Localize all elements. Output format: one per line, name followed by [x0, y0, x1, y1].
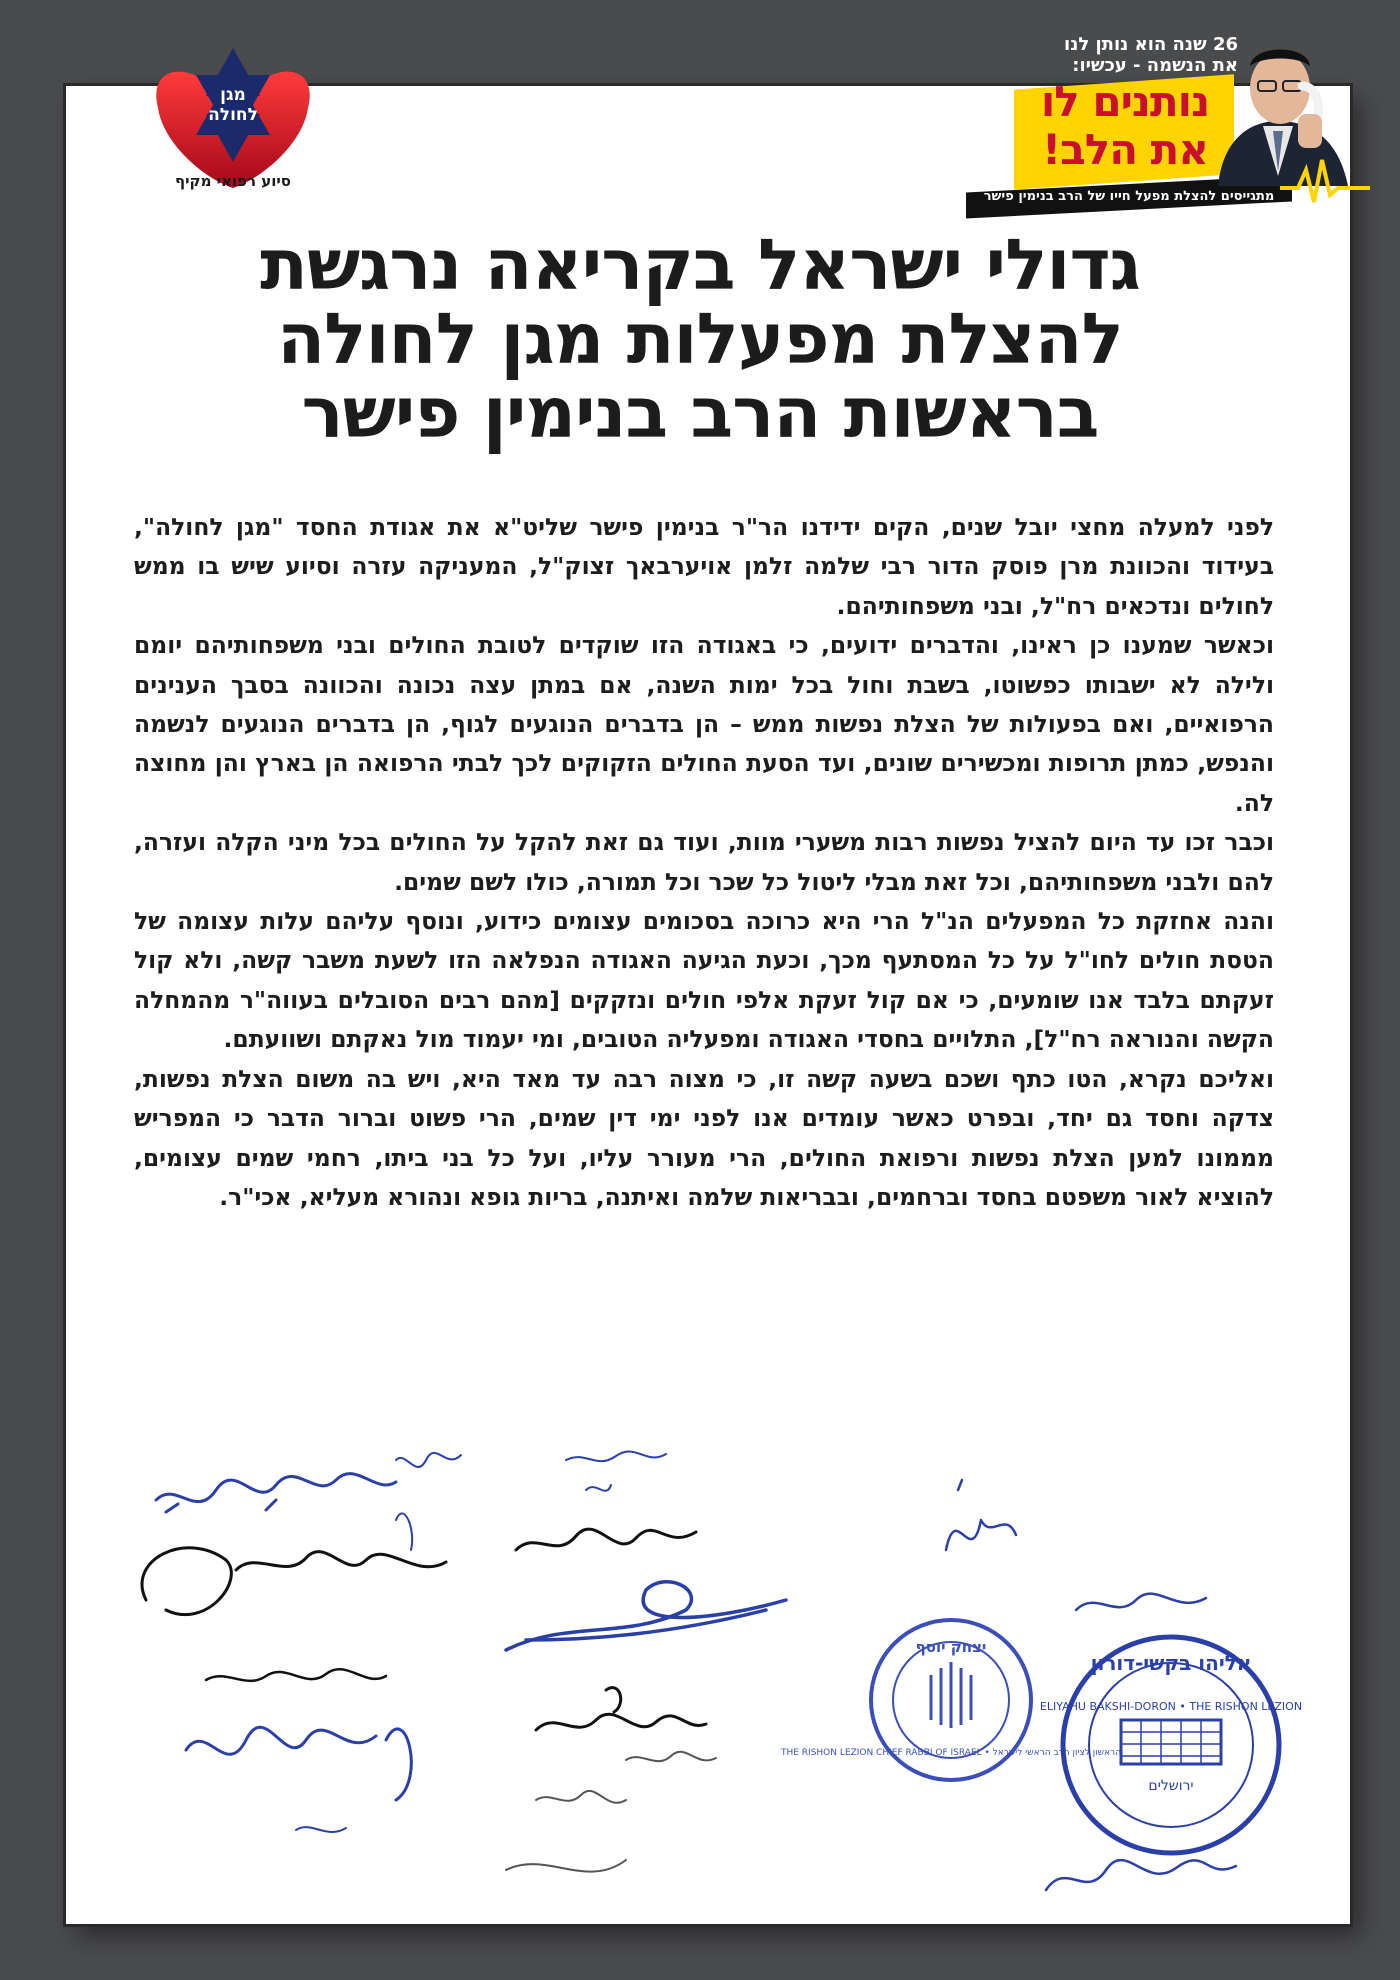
- campaign-subline-1: 26 שנה הוא נותן לנו: [1064, 34, 1238, 55]
- paragraph-4: והנה אחזקת כל המפעלים הנ"ל הרי היא כרוכה בסכומים עצומים כידוע, ונוסף עליהם עלות עצומה של הטסת חולים לחו"ל על כל המסתעף מכך, וכעת הגיעה האגודה הנפלאה הזו לשעת משבר קשה, ולא קול זעקתם בלבד אנו שומעים, כי אם קול זעקת אלפי חולים ונזקקים [מהם רבים הסובלים בעווה"ר מהמחלה הקשה והנוראה רח"ל], התלויים בחסדי האגודה ומפעליה הטובים, ומי יעמוד מול נאקתם ושוועתם.: [134, 907, 1274, 1054]
- paragraph-2: וכאשר שמענו כן ראינו, והדברים ידועים, כי באגודה הזו שוקדים לטובת החולים ובני משפחותיהם יומם ולילה לא ישבותו כפשוטו, בשבת וחול בכל ימות השנה, אם במתן עצה נכונה והכוונה בסבך הענינים הרפואיים, ואם בפעולות של הצלת נפשות ממש – הן בדברים הנוגעים לגוף, הן בדברים הנוגעים לנשמה והנפש, כמתן תרופות ומכשירים שונים, ועד הסעת החולים הזקוקים לכך לבתי הרפואה הן בארץ והן מחוצה לה.: [134, 631, 1274, 817]
- campaign-headline-2: את הלב!: [1042, 125, 1208, 174]
- signature-1: [156, 1474, 396, 1512]
- bakshi-doron-stamp: [1040, 1637, 1302, 1853]
- letter-body: [134, 508, 1274, 1217]
- logo-tagline: סיוע רפואי מקיף: [174, 172, 291, 190]
- signature-7: [566, 1451, 666, 1490]
- main-headline: [120, 224, 1280, 454]
- stamp-left-name: יצחק יוסף: [915, 1638, 987, 1656]
- stamp-left-ring: THE RISHON LEZION CHIEF RABBI OF ISRAEL • הראשון לציון הרב הראשי לישראל: [780, 1748, 1122, 1758]
- logo-title-1: מגן: [220, 85, 246, 105]
- heartbeat-line-icon: [1280, 150, 1370, 210]
- paragraph-3: וכבר זכו עד היום להציל נפשות רבות משערי מוות, ועוד גם זאת להקל על החולים בכל מיני הקלה ועזרה, להם ולבני משפחותיהם, וכל זאת מבלי ליטול כל שכר וכל תמורה, כולו לשם שמים.: [134, 828, 1274, 896]
- signature-14: [1046, 1860, 1236, 1890]
- signature-4: [186, 1727, 411, 1800]
- signature-8: [516, 1529, 696, 1550]
- headline-line-3: בראשות הרב בנימין פישר: [301, 372, 1099, 454]
- campaign-ribbon-text: מתגייסים להצלת מפעל חייו של הרב בנימין פישר: [983, 189, 1275, 204]
- signature-11: [506, 1752, 716, 1872]
- paragraph-1: לפני למעלה מחצי יובל שנים, הקים ידידנו הר"ר בנימין פישר שליט"א את אגודת החסד "מגן לחולה", בעידוד והכוונת מרן פוסק הדור רבי שלמה זלמן אויערבאך זצוק"ל, המעניקה עזרה וסיוע שיש בו ממש לחולים ונדכאים רח"ל, ובני משפחותיהם.: [134, 513, 1274, 620]
- campaign-headline-1: נותנים לו: [1040, 77, 1210, 126]
- signature-12: [946, 1480, 1016, 1550]
- headline-line-1: גדולי ישראל בקריאה נרגשת: [260, 224, 1140, 306]
- campaign-subline-2: את הנשמה - עכשיו:: [1072, 55, 1238, 76]
- signature-10: [536, 1688, 706, 1730]
- stamp-right-ring: ELIYAHU BAKSHI-DORON • THE RISHON LEZION: [1039, 1700, 1303, 1713]
- signatures-area: [66, 1440, 1350, 1924]
- headline-line-2: להצלת מפעלות מגן לחולה: [277, 298, 1123, 380]
- paragraph-5: ואליכם נקרא, הטו כתף ושכם בשעה קשה זו, כי מצוה רבה עד מאד היא, ויש בה משום הצלת נפשות, צדקה וחסד גם יחד, ובפרט כאשר עומדים אנו לפני ימי דין שמים, הרי פשוט וברור הדבר כי המפריש מממונו למען הצלת נפשות ורפואת החולים, הרי מעורר עליו, ועל כל בני ביתו, רחמי שמים עצומים, להוציא לאור משפטם בחסד וברחמים, ובבריאות שלמה ואיתנה, בריות גופא ונהורא מעליא, אכי"ר.: [134, 1064, 1274, 1211]
- stamp-right-name: אליהו בקשי-דורון: [1090, 1651, 1252, 1675]
- signature-3: [206, 1669, 386, 1681]
- signature-6: [396, 1453, 461, 1550]
- signature-5: [296, 1827, 346, 1832]
- signature-2: [142, 1548, 446, 1615]
- signature-9: [506, 1582, 786, 1650]
- logo-title-2: לחולה: [208, 105, 258, 125]
- signature-13: [1076, 1594, 1206, 1610]
- stamp-right-center: ירושלים: [1148, 1778, 1194, 1794]
